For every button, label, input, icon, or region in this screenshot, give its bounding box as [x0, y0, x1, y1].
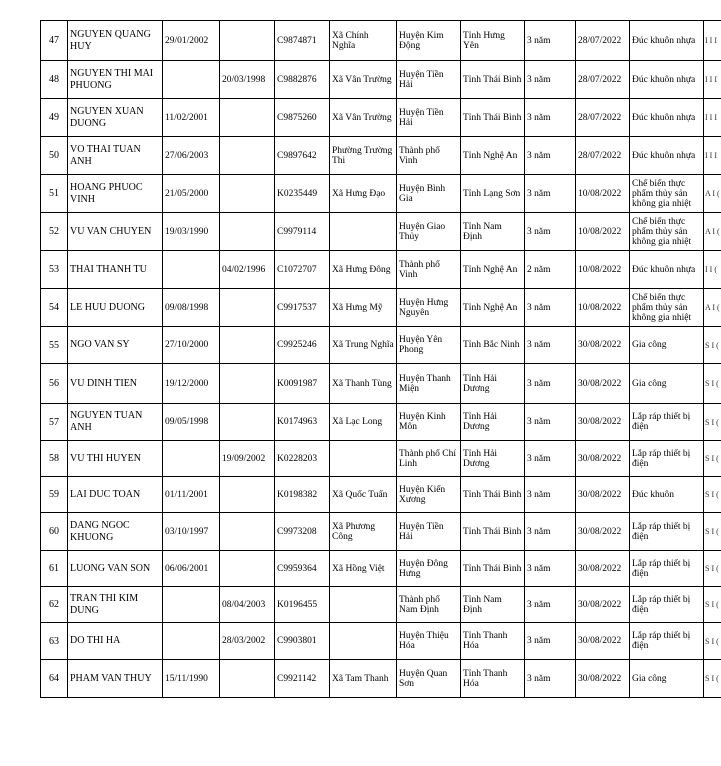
departure-date: 30/08/2022: [576, 441, 630, 477]
worker-name: LE HUU DUONG: [68, 289, 163, 327]
table-row: [41, 587, 721, 623]
commune: Xã Hưng Đạo: [330, 175, 397, 213]
job-type: Đúc khuôn: [630, 477, 704, 513]
passport-number: C9925246: [275, 327, 330, 364]
row-number: 51: [41, 175, 68, 213]
district: Huyện Tiền Hải: [397, 61, 461, 99]
dob-female: [220, 364, 275, 404]
province: Tỉnh Thái Bình: [461, 513, 525, 551]
cut-off-column: S I (: [704, 364, 721, 404]
job-type: Gia công: [630, 327, 704, 364]
dob-male: [163, 251, 220, 289]
departure-date: 10/08/2022: [576, 213, 630, 251]
dob-female: [220, 289, 275, 327]
job-type: Đúc khuôn nhựa: [630, 21, 704, 61]
worker-name: NGUYEN XUAN DUONG: [68, 99, 163, 137]
cut-off-column: I I I: [704, 61, 721, 99]
contract-duration: 2 năm: [525, 251, 576, 289]
row-number: 59: [41, 477, 68, 513]
cut-off-column: I I I: [704, 99, 721, 137]
commune: Xã Tam Thanh: [330, 660, 397, 698]
contract-duration: 3 năm: [525, 289, 576, 327]
province: Tỉnh Hải Dương: [461, 364, 525, 404]
province: Tỉnh Nghệ An: [461, 251, 525, 289]
departure-date: 30/08/2022: [576, 513, 630, 551]
dob-male: 15/11/1990: [163, 660, 220, 698]
district: Huyện Tiền Hải: [397, 99, 461, 137]
departure-date: 10/08/2022: [576, 251, 630, 289]
table-row: [41, 61, 721, 99]
dob-female: [220, 551, 275, 587]
worker-name: DO THI HA: [68, 623, 163, 660]
departure-date: 10/08/2022: [576, 289, 630, 327]
cut-off-column: I I I: [704, 21, 721, 61]
passport-number: C9959364: [275, 551, 330, 587]
row-number: 61: [41, 551, 68, 587]
worker-table: [40, 20, 721, 698]
cut-off-column: S I (: [704, 551, 721, 587]
commune: Xã Trung Nghĩa: [330, 327, 397, 364]
province: Tỉnh Nam Định: [461, 587, 525, 623]
contract-duration: 3 năm: [525, 404, 576, 441]
province: Tỉnh Lạng Sơn: [461, 175, 525, 213]
dob-female: [220, 327, 275, 364]
dob-female: [220, 99, 275, 137]
contract-duration: 3 năm: [525, 61, 576, 99]
dob-female: [220, 175, 275, 213]
row-number: 57: [41, 404, 68, 441]
departure-date: 30/08/2022: [576, 477, 630, 513]
dob-male: [163, 623, 220, 660]
worker-name: DANG NGOC KHUONG: [68, 513, 163, 551]
job-type: Đúc khuôn nhựa: [630, 99, 704, 137]
contract-duration: 3 năm: [525, 587, 576, 623]
dob-female: [220, 477, 275, 513]
dob-male: 19/12/2000: [163, 364, 220, 404]
cut-off-column: A I (: [704, 213, 721, 251]
province: Tỉnh Hải Dương: [461, 441, 525, 477]
contract-duration: 3 năm: [525, 364, 576, 404]
table-row: [41, 513, 721, 551]
cut-off-column: I I I: [704, 137, 721, 175]
commune: [330, 441, 397, 477]
worker-name: VU DINH TIEN: [68, 364, 163, 404]
cut-off-column: S I (: [704, 623, 721, 660]
departure-date: 28/07/2022: [576, 21, 630, 61]
passport-number: C9882876: [275, 61, 330, 99]
cut-off-column: S I (: [704, 587, 721, 623]
passport-number: K0198382: [275, 477, 330, 513]
passport-number: C9921142: [275, 660, 330, 698]
dob-male: [163, 441, 220, 477]
province: Tỉnh Bắc Ninh: [461, 327, 525, 364]
worker-name: NGUYEN THI MAI PHUONG: [68, 61, 163, 99]
district: Huyện Thiệu Hóa: [397, 623, 461, 660]
dob-male: 09/05/1998: [163, 404, 220, 441]
province: Tỉnh Nghệ An: [461, 289, 525, 327]
district: Thành phố Vinh: [397, 137, 461, 175]
departure-date: 28/07/2022: [576, 99, 630, 137]
commune: Phường Trường Thi: [330, 137, 397, 175]
contract-duration: 3 năm: [525, 623, 576, 660]
contract-duration: 3 năm: [525, 513, 576, 551]
dob-female: [220, 137, 275, 175]
passport-number: C9979114: [275, 213, 330, 251]
commune: Xã Vân Trường: [330, 99, 397, 137]
dob-female: [220, 660, 275, 698]
commune: [330, 213, 397, 251]
worker-name: NGO VAN SY: [68, 327, 163, 364]
worker-name: HOANG PHUOC VINH: [68, 175, 163, 213]
table-row: [41, 551, 721, 587]
table-row: [41, 137, 721, 175]
table-row: [41, 327, 721, 364]
contract-duration: 3 năm: [525, 551, 576, 587]
table-row: [41, 175, 721, 213]
departure-date: 10/08/2022: [576, 175, 630, 213]
dob-female: [220, 513, 275, 551]
row-number: 49: [41, 99, 68, 137]
cut-off-column: S I (: [704, 513, 721, 551]
table-row: [41, 477, 721, 513]
departure-date: 30/08/2022: [576, 327, 630, 364]
worker-name: NGUYEN TUAN ANH: [68, 404, 163, 441]
contract-duration: 3 năm: [525, 327, 576, 364]
job-type: Chế biến thực phẩm thủy sản không gia nhiệt: [630, 213, 704, 251]
passport-number: C9897642: [275, 137, 330, 175]
row-number: 53: [41, 251, 68, 289]
row-number: 62: [41, 587, 68, 623]
departure-date: 30/08/2022: [576, 623, 630, 660]
district: Huyện Yên Phong: [397, 327, 461, 364]
contract-duration: 3 năm: [525, 137, 576, 175]
cut-off-column: I I (: [704, 251, 721, 289]
contract-duration: 3 năm: [525, 99, 576, 137]
contract-duration: 3 năm: [525, 477, 576, 513]
row-number: 47: [41, 21, 68, 61]
province: Tỉnh Nghệ An: [461, 137, 525, 175]
worker-name: THAI THANH TU: [68, 251, 163, 289]
commune: Xã Hưng Mỹ: [330, 289, 397, 327]
job-type: Chế biến thực phẩm thủy sản không gia nhiệt: [630, 289, 704, 327]
worker-name: PHAM VAN THUY: [68, 660, 163, 698]
job-type: Đúc khuôn nhựa: [630, 61, 704, 99]
dob-male: 06/06/2001: [163, 551, 220, 587]
commune: Xã Hồng Việt: [330, 551, 397, 587]
district: Thành phố Nam Định: [397, 587, 461, 623]
table-row: [41, 364, 721, 404]
job-type: Lắp ráp thiết bị điện: [630, 587, 704, 623]
table-row: [41, 404, 721, 441]
dob-female: 04/02/1996: [220, 251, 275, 289]
row-number: 48: [41, 61, 68, 99]
row-number: 56: [41, 364, 68, 404]
dob-female: 28/03/2002: [220, 623, 275, 660]
row-number: 55: [41, 327, 68, 364]
contract-duration: 3 năm: [525, 213, 576, 251]
passport-number: C9875260: [275, 99, 330, 137]
province: Tỉnh Thái Bình: [461, 99, 525, 137]
province: Tỉnh Nam Định: [461, 213, 525, 251]
cut-off-column: A I (: [704, 175, 721, 213]
cut-off-column: A I (: [704, 289, 721, 327]
job-type: Lắp ráp thiết bị điện: [630, 441, 704, 477]
commune: [330, 587, 397, 623]
province: Tỉnh Thái Bình: [461, 61, 525, 99]
passport-number: C1072707: [275, 251, 330, 289]
commune: Xã Hưng Đông: [330, 251, 397, 289]
job-type: Lắp ráp thiết bị điện: [630, 623, 704, 660]
row-number: 54: [41, 289, 68, 327]
cut-off-column: S I (: [704, 477, 721, 513]
worker-name: VU VAN CHUYEN: [68, 213, 163, 251]
district: Huyện Thanh Miện: [397, 364, 461, 404]
worker-name: VU THI HUYEN: [68, 441, 163, 477]
table-row: [41, 623, 721, 660]
commune: Xã Vân Trường: [330, 61, 397, 99]
job-type: Đúc khuôn nhựa: [630, 251, 704, 289]
contract-duration: 3 năm: [525, 175, 576, 213]
district: Huyện Kim Động: [397, 21, 461, 61]
table-row: [41, 289, 721, 327]
district: Huyện Hưng Nguyên: [397, 289, 461, 327]
row-number: 52: [41, 213, 68, 251]
dob-male: 11/02/2001: [163, 99, 220, 137]
province: Tỉnh Thanh Hóa: [461, 623, 525, 660]
passport-number: C9917537: [275, 289, 330, 327]
dob-male: 27/06/2003: [163, 137, 220, 175]
worker-name: LUONG VAN SON: [68, 551, 163, 587]
worker-name: NGUYEN QUANG HUY: [68, 21, 163, 61]
table-row: [41, 251, 721, 289]
departure-date: 30/08/2022: [576, 551, 630, 587]
table-row: [41, 441, 721, 477]
district: Huyện Bình Gia: [397, 175, 461, 213]
departure-date: 30/08/2022: [576, 587, 630, 623]
dob-female: 20/03/1998: [220, 61, 275, 99]
dob-female: [220, 213, 275, 251]
dob-female: [220, 21, 275, 61]
job-type: Lắp ráp thiết bị điện: [630, 551, 704, 587]
table-row: [41, 660, 721, 698]
dob-male: 21/05/2000: [163, 175, 220, 213]
dob-male: 01/11/2001: [163, 477, 220, 513]
worker-name: VO THAI TUAN ANH: [68, 137, 163, 175]
district: Thành phố Vinh: [397, 251, 461, 289]
dob-male: [163, 61, 220, 99]
row-number: 58: [41, 441, 68, 477]
job-type: Gia công: [630, 364, 704, 404]
table-row: [41, 99, 721, 137]
cut-off-column: S I (: [704, 404, 721, 441]
row-number: 63: [41, 623, 68, 660]
table-row: [41, 213, 721, 251]
cut-off-column: S I (: [704, 441, 721, 477]
row-number: 60: [41, 513, 68, 551]
province: Tỉnh Hải Dương: [461, 404, 525, 441]
departure-date: 28/07/2022: [576, 137, 630, 175]
province: Tỉnh Thái Bình: [461, 551, 525, 587]
departure-date: 28/07/2022: [576, 61, 630, 99]
passport-number: K0228203: [275, 441, 330, 477]
commune: Xã Lạc Long: [330, 404, 397, 441]
district: Huyện Giao Thủy: [397, 213, 461, 251]
row-number: 64: [41, 660, 68, 698]
commune: [330, 623, 397, 660]
departure-date: 30/08/2022: [576, 660, 630, 698]
district: Huyện Quan Sơn: [397, 660, 461, 698]
commune: Xã Phương Công: [330, 513, 397, 551]
job-type: Lắp ráp thiết bị điện: [630, 404, 704, 441]
district: Thành phố Chí Linh: [397, 441, 461, 477]
dob-female: 08/04/2003: [220, 587, 275, 623]
job-type: Gia công: [630, 660, 704, 698]
cut-off-column: S I (: [704, 327, 721, 364]
district: Huyện Đông Hưng: [397, 551, 461, 587]
contract-duration: 3 năm: [525, 441, 576, 477]
row-number: 50: [41, 137, 68, 175]
departure-date: 30/08/2022: [576, 404, 630, 441]
contract-duration: 3 năm: [525, 660, 576, 698]
commune: Xã Thanh Tùng: [330, 364, 397, 404]
job-type: Lắp ráp thiết bị điện: [630, 513, 704, 551]
dob-male: 29/01/2002: [163, 21, 220, 61]
district: Huyện Kinh Môn: [397, 404, 461, 441]
job-type: Chế biến thực phẩm thủy sản không gia nhiệt: [630, 175, 704, 213]
dob-male: 03/10/1997: [163, 513, 220, 551]
passport-number: C9903801: [275, 623, 330, 660]
district: Huyện Tiền Hải: [397, 513, 461, 551]
dob-female: 19/09/2002: [220, 441, 275, 477]
cut-off-column: S I (: [704, 660, 721, 698]
dob-male: 09/08/1998: [163, 289, 220, 327]
passport-number: C9874871: [275, 21, 330, 61]
dob-male: 19/03/1990: [163, 213, 220, 251]
worker-name: LAI DUC TOAN: [68, 477, 163, 513]
table-row: [41, 21, 721, 61]
passport-number: K0196455: [275, 587, 330, 623]
job-type: Đúc khuôn nhựa: [630, 137, 704, 175]
province: Tỉnh Thái Bình: [461, 477, 525, 513]
passport-number: K0235449: [275, 175, 330, 213]
dob-female: [220, 404, 275, 441]
province: Tỉnh Thanh Hóa: [461, 660, 525, 698]
contract-duration: 3 năm: [525, 21, 576, 61]
passport-number: K0091987: [275, 364, 330, 404]
commune: Xã Quốc Tuấn: [330, 477, 397, 513]
passport-number: K0174963: [275, 404, 330, 441]
dob-male: 27/10/2000: [163, 327, 220, 364]
district: Huyện Kiến Xương: [397, 477, 461, 513]
passport-number: C9973208: [275, 513, 330, 551]
commune: Xã Chính Nghĩa: [330, 21, 397, 61]
province: Tỉnh Hưng Yên: [461, 21, 525, 61]
worker-name: TRAN THI KIM DUNG: [68, 587, 163, 623]
dob-male: [163, 587, 220, 623]
departure-date: 30/08/2022: [576, 364, 630, 404]
